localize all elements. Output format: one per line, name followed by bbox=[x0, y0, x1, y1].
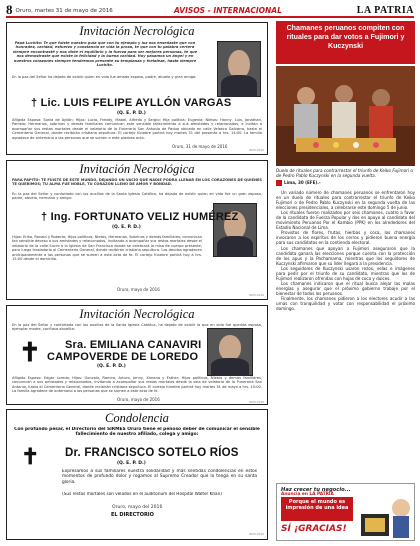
notice-place-date: Oruro, mayo de 2016 bbox=[117, 287, 160, 292]
ad-code: 3005-2016 bbox=[248, 400, 264, 404]
notice-body: Hijos: Erika, Ronald y Roberto; Hijos políticos, Nietos, Hermanos, Sobrinos y demás familiares; comunican tan sensible deceso a sus amistades y relacionados, invitando a acompañar sus restos mortales desde el velatorio de la calle Sucre a la Iglesia de San Francisco donde se celebrará la misa de cuerpo presente, para luego trasladarlo al Cementerio General, donde recibirán cristiana sepultura. Los deudos agradecen anticipadamente a las personas que se sumen a este acto de fe. El cortejo fúnebre partirá hoy a hrs. 15:00 desde el domicilio. bbox=[12, 235, 202, 262]
dateline-marker-icon bbox=[276, 180, 282, 186]
ad-cta: SÍ ¡GRACIAS! bbox=[281, 524, 347, 534]
notice-body: Afligida Esposa: Sonia de Ayllón; Hijos: Lucia, Freddy, Mabel, Alfredo y Sergio; Hija política: Eugenia; Nietos: Hanny, Luis, Jonathan, Pamela; Hermanos, sobrinos y demás familiares comunican este sensible fallecimiento a sus amistades y relacionados, e invitan a acompañar sus restos mortales desde el velatorio de la Funeraria San Antonio de Padua ubicado en calle Velasco Galvarro, hasta el Cementerio General, donde recibirán cristiana sepultura. El cortejo fúnebre partirá hoy martes 31 del presente a hrs. 14:00. La familia agradece de antemano a las personas que se sumen a este piadoso acto. bbox=[12, 118, 262, 140]
news-paragraph: Los chamanes que apoyan a Fujimori aseguraron que la candidata ganará las elecciones porque cuenta con la protección de los apus y la Pachamama, mientras que los seguidores de Kuczynski afirmaron que su líder llegará a la presidencia. bbox=[276, 245, 415, 266]
page-header bbox=[6, 4, 414, 18]
news-paragraph: Finalmente, los chamanes pidieron a los electores acudir a las urnas con tranquilidad y votar con responsabilidad el próximo domingo. bbox=[276, 295, 415, 312]
notice-intro: En la paz del Señor y confortada con los auxilios de la Santa Iglesia Católica, ha dejado de existir la que en vida fue querida esposa, ejemplar madre, cariñosa abuelita: bbox=[12, 323, 262, 332]
deceased-name: Sra. EMILIANA CANAVIRI bbox=[65, 339, 202, 351]
cross-icon: ✝ bbox=[21, 444, 40, 470]
deceased-name: Dr. FRANCISCO SOTELO RÍOS bbox=[65, 447, 239, 459]
condolence-title: Condolencia bbox=[105, 411, 169, 425]
ad-code: 3005-2016 bbox=[248, 293, 264, 297]
news-photo bbox=[276, 66, 415, 166]
deceased-name: † Ing. FORTUNATO VELIZ HUMÉREZ bbox=[41, 211, 239, 223]
obituary-notice-1 bbox=[6, 22, 268, 155]
obituary-notice-2 bbox=[6, 160, 268, 300]
deceased-name-2: CAMPOVERDE DE LOREDO bbox=[47, 351, 199, 363]
news-paragraph: Los rituales fueron realizados por seis chamanes, cuatro a favor de la candidata de Fuerza Popular y dos en apoyo al candidato del movimiento Peruanos Por el Kambio (PPK) en los alrededores del Estadio Nacional de Lima. bbox=[276, 210, 415, 231]
rip-label: (Q. E. P. D.) bbox=[97, 364, 126, 369]
condolence-note: (Sus restos mortales son velados en el auditorium del Hospital Walter Khan) bbox=[62, 492, 222, 496]
page-date: Oruro, martes 31 de mayo de 2016 bbox=[15, 8, 113, 14]
notice-verse: PARA PAPITO: TE FUISTE DE ESTE MUNDO, DEJANDO UN VACÍO QUE NADIE PODRÁ LLENAR EN LOS CORAZONES DE QUIENES TE QUERIMOS; TU ALMA FUE NOBLE, TU CORAZÓN LLENO DE AMOR Y BONDAD. bbox=[12, 178, 262, 187]
news-headline[interactable]: Chamanes peruanos compiten con rituales para dar votos a Fujimori y Kuczynski bbox=[276, 21, 415, 64]
portrait-photo bbox=[207, 328, 253, 376]
condolence-body: Expresamos a sus familiares nuestra solidaridad y más sentidas condolencias en estos momentos de profundo dolor y rogamos al Supremo Creador que lo tenga en su santa gloria. bbox=[62, 469, 257, 485]
news-paragraph: Los chamanes indicaron que el ritual busca alejar las malas energías y asegurar que el próximo gobierno trabaje por el bienestar de todos los peruanos. bbox=[276, 280, 415, 296]
deceased-name: † Lic. LUIS FELIPE AYLLÓN VARGAS bbox=[31, 97, 232, 109]
ad-illustration bbox=[357, 494, 413, 539]
notice-title: Invitación Necrológica bbox=[79, 24, 195, 38]
ad-slogan-box: Porque el mundo es impresión de una idea bbox=[281, 497, 353, 521]
condolence-notice bbox=[6, 409, 268, 540]
notice-intro: En la paz del Señor ha dejado de existir quien en vida fue amado esposo, padre, abuelo y gran amigo: bbox=[12, 75, 197, 79]
news-paragraph: Los seguidores de Kuczynski usaron rezos, velas e imágenes para pedir por el triunfo de su candidato, mientras que los de Fujimori realizaron ofrendas con hojas de coca y dulces. bbox=[276, 265, 415, 281]
ad-subline: Anuncia en LA PATRIA bbox=[281, 492, 334, 497]
notice-body: Afligido Esposo: Edgar Loredo; Hijos: Gonzalo, Ramiro, Arturo, Jenny, Ximena y Esther; Hijos políticos, Nietos y demás familiares, comunican a sus amistades y relacionados, invitando a acompañar sus restos mortales desde la sala de velatorio de la Funeraria San Antonio, hasta el Cementerio General, donde recibirán cristiana sepultura. El cortejo fúnebre partirá hoy martes 31 de mayo a hrs. 15:00. La familia agradece de antemano a las personas que se sumen a este acto de fe. bbox=[12, 376, 262, 394]
news-paragraph: Provistos de flores, frutas, hierbas y coca, los chamanes invocaron a los espíritus de los cerros y pidieron buena energía para sus candidatos en la contienda electoral. bbox=[276, 230, 415, 246]
advertisement[interactable] bbox=[276, 483, 415, 541]
news-article-body bbox=[276, 180, 415, 480]
section-title: AVISOS - INTERNACIONAL bbox=[174, 6, 282, 15]
news-dateline: Lima, 30 (EFE).- bbox=[284, 180, 321, 185]
condolence-signer: EL DIRECTORIO bbox=[111, 512, 154, 518]
notice-title: Invitación Necrológica bbox=[79, 162, 195, 176]
cross-icon: ✝ bbox=[19, 338, 41, 368]
rip-label: (Q. E. P. D.) bbox=[117, 111, 146, 116]
obituary-notice-3 bbox=[6, 305, 268, 405]
photo-caption: Duelo de rituales para contrarrestar el triunfo de Keiko Fujimori o de Pedro Pablo Kuczynski en la segunda vuelta. bbox=[276, 168, 413, 178]
news-paragraph: Un variado número de chamanes peruanos se enfrentaron hoy en un duelo de rituales para contrarrestar el triunfo de Keiko Fujimori o de Pedro Pablo Kuczynski en la segunda vuelta de las elecciones presidenciales, a celebrarse este domingo 5 de junio. bbox=[276, 190, 415, 211]
portrait-photo bbox=[217, 41, 261, 97]
page-number: 8 bbox=[6, 2, 13, 17]
notice-place-date: Oruro, mayo de 2016 bbox=[117, 397, 160, 402]
condolence-lead: Con profundo pesar, el Directorio del SIRMES Oruro tiene el penoso deber de comunicar el sensible fallecimiento de nuestro afiliado, colega y amigo: bbox=[14, 427, 260, 438]
notice-title: Invitación Necrológica bbox=[79, 307, 195, 321]
rip-label: (Q. E. P. D.) bbox=[117, 461, 146, 466]
notice-intro: En la paz del Señor y confortado con los auxilios de la Santa Iglesia Católica, ha dejado de existir quien en vida fue un gran esposo, padre, abuelo, hermano y amigo: bbox=[12, 192, 262, 201]
condolence-place-date: Oruro, mayo del 2016 bbox=[112, 505, 163, 510]
ritual-photo-illustration bbox=[276, 66, 415, 166]
rip-label: (Q. E. P. D.) bbox=[112, 225, 141, 230]
ad-code: 3005-2016 bbox=[248, 148, 264, 152]
notice-place-date: Oruro, 31 de mayo de 2016 bbox=[172, 144, 228, 149]
notice-verse: Papá Luchito: Te que fuiste nuestro guía que con tu ejemplo y luz nos enseñaste que con honradez, caridad, esfuerzo y constancia se vida la prosa, te que con tu palabra certera siempre encontrasté y nos diste el equilibrio y la fuerza para ser mejores personas, te que nos demostraste que existe la felicidad y la buena caridad. Hoy pasamos un ángel y en nuestros corazones siempre tendremos presente su templanza y fortaleza, hasta siempre Luchito. bbox=[12, 41, 198, 68]
ad-code: 3005-2016 bbox=[248, 532, 264, 536]
ad-headline: Haz crecer tu negocio... bbox=[281, 487, 351, 493]
brand-logo: LA PATRIA bbox=[356, 5, 414, 16]
